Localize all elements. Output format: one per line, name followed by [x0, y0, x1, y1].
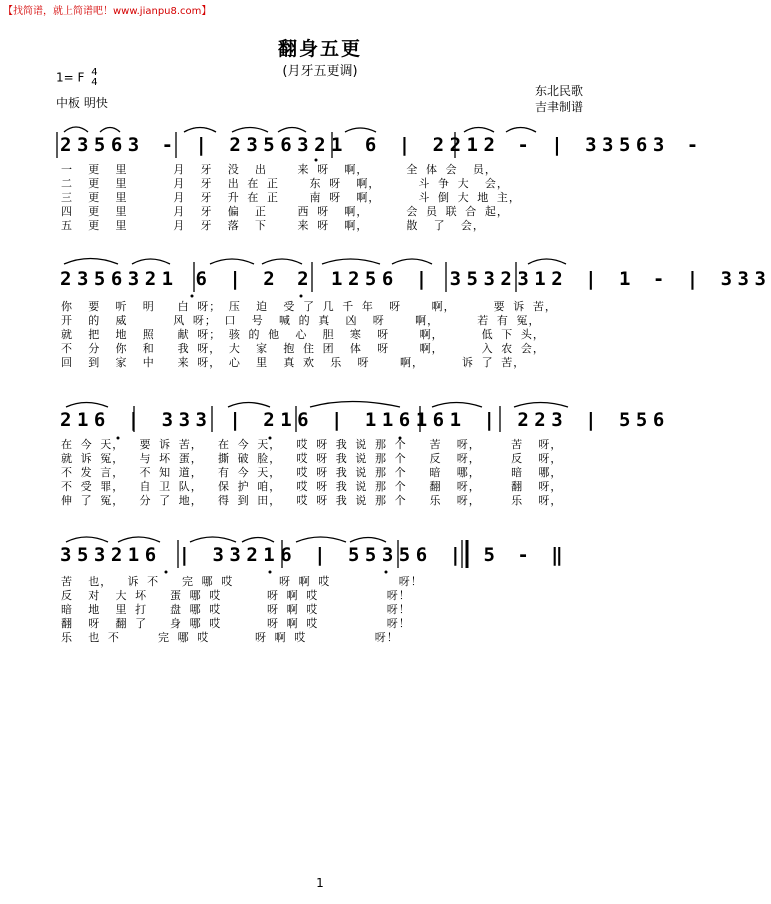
lyric-row-4-verse-5: 乐 也 不 完 哪 哎 呀 啊 哎 呀！ — [61, 631, 399, 644]
arranger-credit: 吉聿制谱 — [535, 100, 584, 114]
lyric-row-3-verse-3: 不 发 言， 不 知 道， 有 今 天， 哎 呀 我 说 那 个 暗 哪， 暗 哪， — [61, 466, 563, 479]
tempo-marking: 中板 明快 — [56, 96, 108, 110]
lyric-row-4-verse-3: 暗 地 里 打 盘 哪 哎 呀 啊 哎 呀！ — [61, 603, 411, 616]
lyric-row-2-verse-1: 你 要 听 明 白 呀； 压 迫 受 了 几 千 年 呀 啊， 要 诉 苦， — [61, 300, 557, 313]
lyric-row-3-verse-2: 就 诉 冤， 与 坏 蛋， 撕 破 脸， 哎 呀 我 说 那 个 反 呀， 反 呀， — [61, 452, 563, 465]
lyric-row-3-verse-1: 在 今 天， 要 诉 苦， 在 今 天， 哎 呀 我 说 那 个 苦 呀， 苦 呀， — [61, 438, 563, 451]
lyric-row-1-verse-2: 二 更 里 月 牙 出 在 正 东 呀 啊， 斗 争 大 会， — [61, 177, 509, 190]
lyric-row-4-verse-4: 翻 呀 翻 了 身 哪 哎 呀 啊 哎 呀！ — [61, 617, 411, 630]
notes-row-4: 353216 | 33216 | 55356 | 5 - ‖ — [60, 544, 569, 566]
lyric-row-2-verse-2: 开 的 威 风 呀； 口 号 喊 的 真 凶 呀 啊， 若 有 冤， — [61, 314, 541, 327]
time-top: 4 — [91, 67, 98, 78]
notes-row-3: 216 | 333 | 216 | 116161 | 223 | 556 — [60, 409, 670, 431]
lyric-row-1-verse-4: 四 更 里 月 牙 偏 正 西 呀 啊， 会 员 联 合 起， — [61, 205, 509, 218]
lyric-row-3-verse-4: 不 受 罪， 自 卫 队， 保 护 咱， 哎 呀 我 说 那 个 翻 呀， 翻 呀， — [61, 480, 563, 493]
song-subtitle: (月牙五更调) — [282, 64, 358, 79]
lyric-row-1-verse-1: 一 更 里 月 牙 没 出 来 呀 啊， 全 体 会 员， — [61, 163, 497, 176]
lyric-row-2-verse-4: 不 分 你 和 我 呀， 大 家 抱 住 团 体 呀 啊， 入 农 会， — [61, 342, 545, 355]
lyric-row-4-verse-2: 反 对 大 坏 蛋 哪 哎 呀 啊 哎 呀！ — [61, 589, 411, 602]
lyric-row-4-verse-1: 苦 也， 诉 不 完 哪 哎 呀 啊 哎 呀！ — [61, 575, 423, 588]
lyric-row-2-verse-5: 回 到 家 中 来 呀， 心 里 真 欢 乐 呀 啊， 诉 了 苦， — [61, 356, 526, 369]
lyric-row-1-verse-5: 五 更 里 月 牙 落 下 来 呀 啊， 散 了 会， — [61, 219, 485, 232]
lyric-row-1-verse-3: 三 更 里 月 牙 升 在 正 南 呀 啊， 斗 倒 大 地 主， — [61, 191, 521, 204]
song-title: 翻身五更 — [277, 38, 362, 60]
time-bottom: 4 — [91, 77, 98, 88]
notes-row-2: 2356321 6 | 2 2 1256 | 3532312 | 1 - | 333 — [60, 268, 771, 290]
lyric-row-3-verse-5: 伸 了 冤， 分 了 地， 得 到 田， 哎 呀 我 说 那 个 乐 呀， 乐 呀， — [61, 494, 563, 507]
page-number: 1 — [316, 876, 324, 890]
key-label: 1= F — [56, 70, 85, 85]
site-banner[interactable]: 【找简谱，就上简谱吧！www.jianpu8.com】 — [3, 6, 212, 17]
origin-credit: 东北民歌 — [535, 84, 584, 98]
lyric-row-2-verse-3: 就 把 地 照 献 呀； 骇 的 他 心 胆 寒 呀 啊， 低 下 头， — [61, 328, 545, 341]
notes-row-1: 23563 - | 2356321 6 | 2212 - | 33563 - — [60, 134, 704, 156]
